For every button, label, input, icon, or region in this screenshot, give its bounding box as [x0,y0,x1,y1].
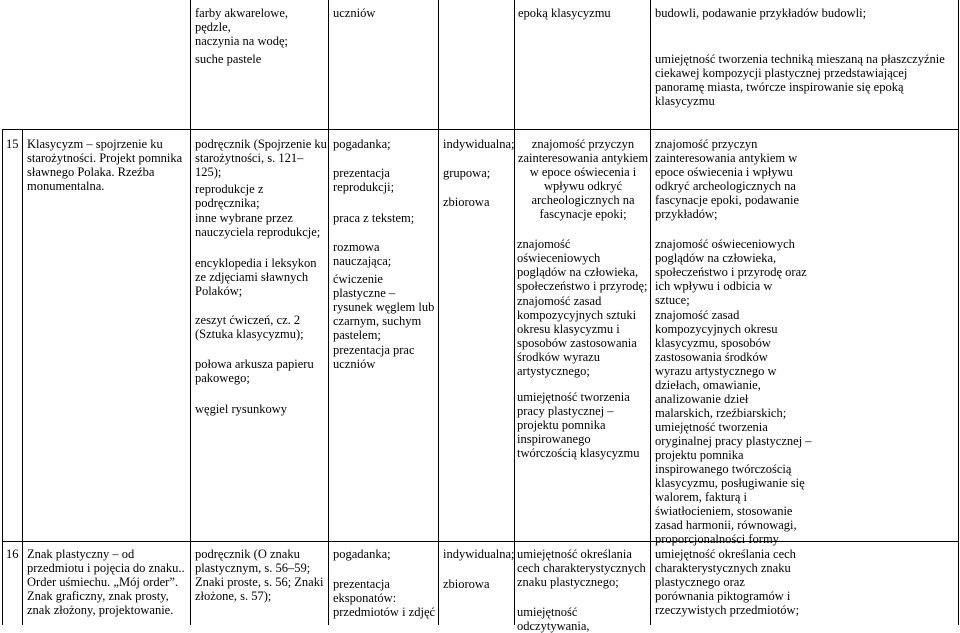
row15-form: zbiorowa [443,195,490,209]
row15-method: prezentacja reprodukcji; [333,166,395,194]
row16-title: Znak plastyczny – od przedmiotu i pojęcia do znaku.. Order uśmiechu. „Mój order”. Znak graficzny, znak prosty, znak złożony, projektowanie. [27,547,185,617]
top-materials-2: suche pastele [195,52,262,66]
top-materials: farby akwarelowe, pędzle, naczynia na wodę; [195,6,289,48]
row15-material: podręcznik (Spojrzenie ku starożytności, s. 121–125); [195,137,327,179]
row15-title: Klasycyzm – spojrzenie ku starożytności. Projekt pomnika sławnego Polaka. Rzeźba monumentalna. [27,137,183,193]
col-divider-1 [190,0,191,625]
row-divider-16 [2,541,959,542]
top-topic: epoką klasycyzmu [518,6,611,20]
row15-method: prezentacja prac uczniów [333,343,415,371]
table-border-right [958,0,959,625]
col-divider-2 [328,0,329,625]
row15-method: rozmowa nauczająca; [333,240,392,268]
row15-material: inne wybrane przez nauczyciela reprodukcje; [195,211,321,239]
col-divider-3 [438,0,439,625]
row16-form: indywidualna; [443,547,515,561]
row15-req-basic: znajomość zasad kompozycyjnych sztuki okresu klasycyzmu i sposobów zastosowania środków wyrazu artystycznego; [517,294,637,378]
row15-req-ext: znajomość przyczyn zainteresowania antykiem w epoce oświecenia i wpływu odkryć archeologicznych na fascynacje epoki, podawanie przykładów; [655,137,800,221]
top-method: uczniów [333,6,376,20]
row16-req-basic: umiejętność odczytywania, [517,605,590,633]
row15-material: reprodukcje z podręcznika; [195,182,264,210]
row15-material: encyklopedia i leksykon ze zdjęciami sławnych Polaków; [195,256,317,298]
row15-material: węgiel rysunkowy [195,402,287,416]
row15-form: indywidualna; [443,137,515,151]
row16-method: pogadanka; [333,547,391,561]
row16-req-ext: umiejętność określania cech charakterystycznych znaku plastycznego oraz porównania piktogramów i rzeczywistych przedmiotów; [655,547,800,617]
row15-req-basic: umiejętność tworzenia pracy plastycznej – projektu pomnika inspirowanego twórczością klasycyzmu [517,390,640,460]
row15-req-basic: znajomość oświeceniowych poglądów na człowieka, społeczeństwo i przyrodę; [517,237,648,293]
row15-req-ext: znajomość oświeceniowych poglądów na człowieka, społeczeństwo i przyrodę oraz ich wpływu i odbicia w sztuce; [655,237,807,307]
num-divider [22,129,23,625]
col-divider-5 [650,0,651,625]
row15-method: praca z tekstem; [333,211,415,225]
row16-material: podręcznik (O znaku plastycznym, s. 56–59; Znaki proste, s. 56; Znaki złożone, s. 57); [195,547,324,603]
row15-material: zeszyt ćwiczeń, cz. 2 (Sztuka klasycyzmu); [195,313,304,341]
row-divider-15 [2,129,959,130]
row16-number: 16 [6,547,19,561]
row15-form: grupowa; [443,166,491,180]
row15-req-basic: znajomość przyczyn zainteresowania antykiem w epoce oświecenia i wpływu odkryć archeologicznych na fascynacje epoki; [517,137,649,221]
top-req-ext-2: umiejętność tworzenia techniką mieszaną na płaszczyźnie ciekawej kompozycji plastycznej przedstawiającej panoramę miasta, twórcze inspirowanie się epoką klasycyzmu [655,52,945,108]
row16-form: zbiorowa [443,577,490,591]
row16-method: prezentacja eksponatów: przedmiotów i zdjęć [333,577,436,619]
table-border-left [2,129,3,625]
row16-req-basic: umiejętność określania cech charakterystycznych znaku plastycznego; [517,547,646,589]
top-req-ext: budowli, podawanie przykładów budowli; [655,6,867,20]
row15-material: połowa arkusza papieru pakowego; [195,357,314,385]
row15-number: 15 [6,137,19,151]
row15-method: pogadanka; [333,137,391,151]
row15-req-ext: umiejętność tworzenia oryginalnej pracy plastycznej – projektu pomnika inspirowanego twórczością klasycyzmu, posługiwanie się walorem, fakturą i światłocieniem, stosowanie zasad harmonii, równowagi, proporcjonalności formy [655,420,812,546]
col-divider-4 [514,0,515,625]
row15-method: ćwiczenie plastyczne – rysunek węglem lub czarnym, suchym pastelem; [333,272,435,342]
row15-req-ext: znajomość zasad kompozycyjnych okresu klasycyzmu, sposobów zastosowania środków wyrazu artystycznego w dziełach, omawianie, analizowanie dzieł malarskich, rzeźbiarskich; [655,308,787,420]
